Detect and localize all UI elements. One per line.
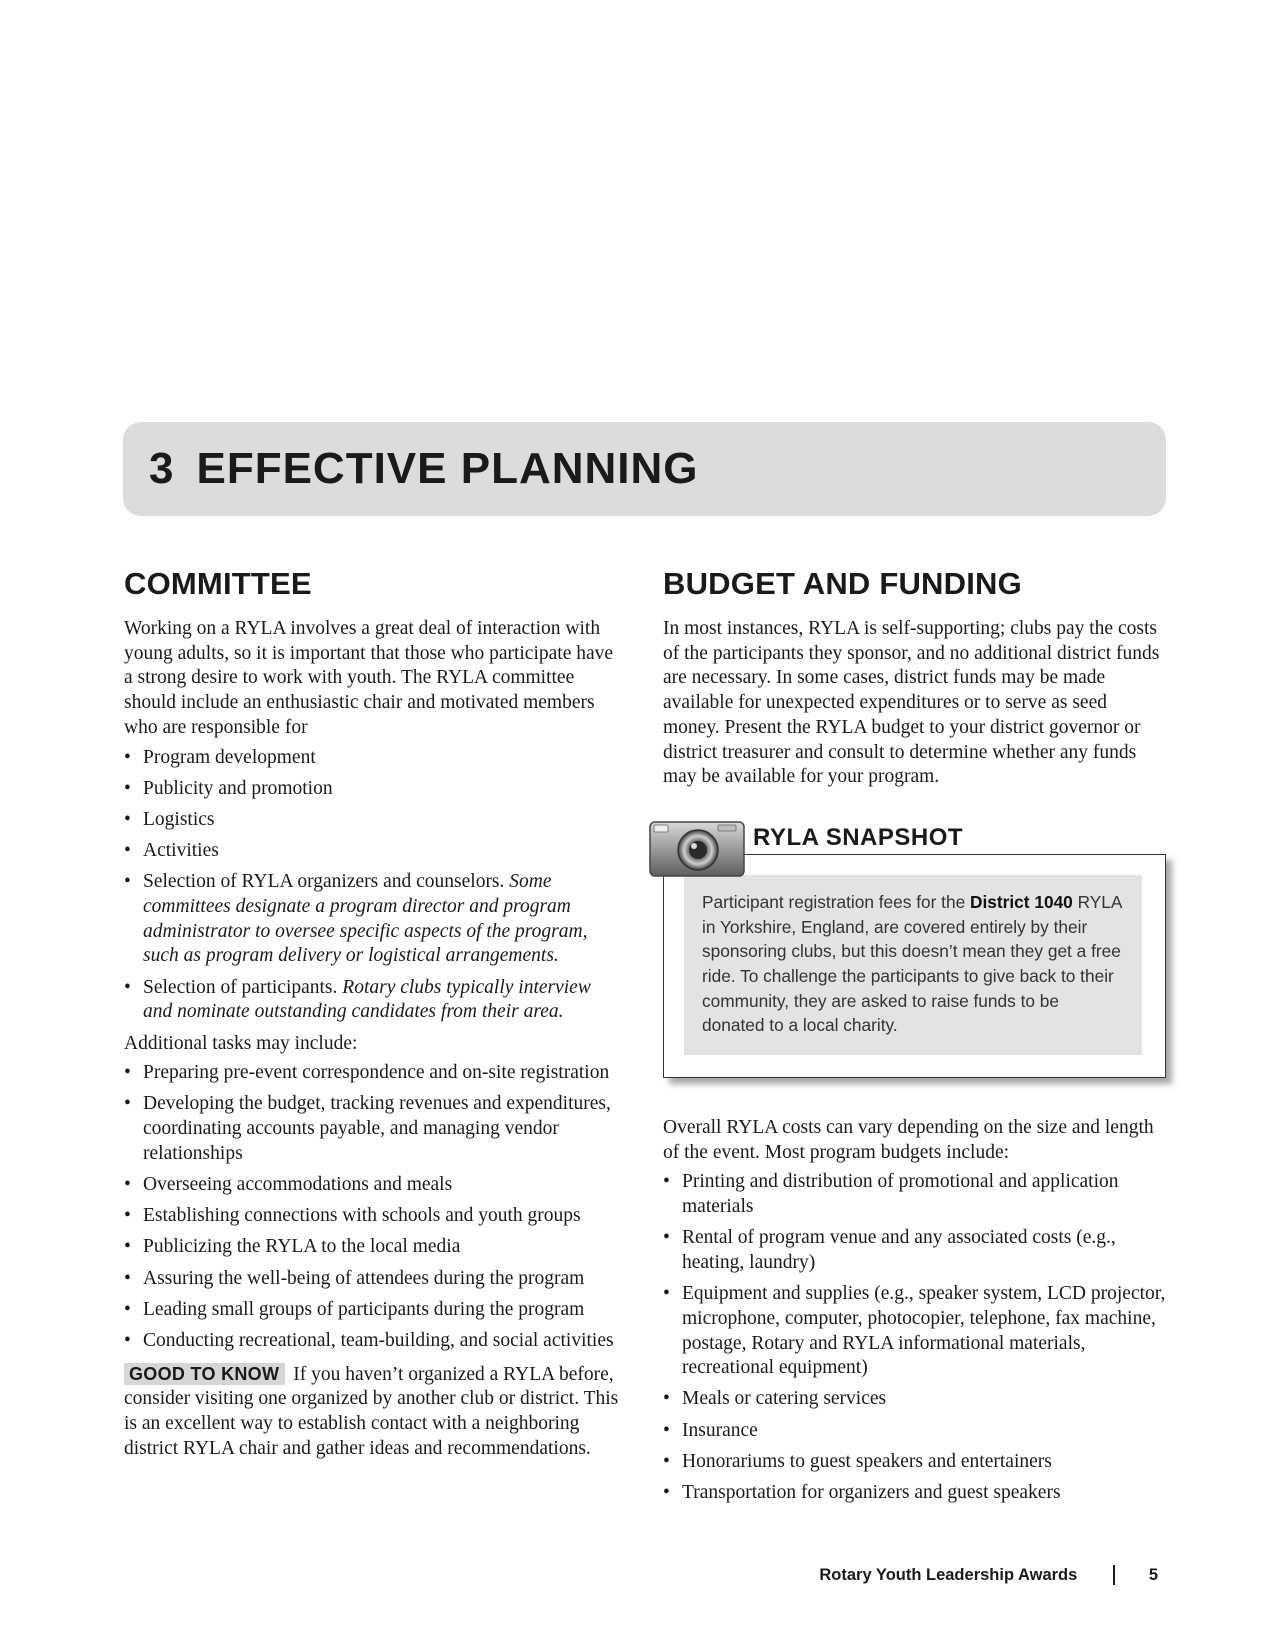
additional-intro: Additional tasks may include: — [124, 1032, 358, 1054]
good-to-know — [124, 1362, 624, 1462]
costs-list — [663, 1170, 1168, 1505]
snapshot-title: RYLA SNAPSHOT — [753, 823, 964, 851]
list-item-text: Publicity and promotion — [143, 777, 333, 799]
budget-heading: BUDGET AND FUNDING — [663, 566, 1022, 601]
list-item: • Leading small groups of participants during the program — [124, 1298, 624, 1323]
list-item-text: Program development — [143, 746, 316, 768]
list-item: • Transportation for organizers and guest speakers — [663, 1481, 1168, 1506]
list-item-text: Logistics — [143, 808, 215, 830]
good-to-know-label: GOOD TO KNOW — [124, 1363, 285, 1385]
list-item — [124, 870, 624, 969]
list-item: • Overseeing accommodations and meals — [124, 1173, 624, 1198]
list-item: • Equipment and supplies (e.g., speaker system, LCD projector, microphone, computer, photocopier, telephone, fax machine, postage, Rotary and RYLA informational materials, recreational equipment) — [663, 1282, 1168, 1381]
list-item: • Preparing pre-event correspondence and on-site registration — [124, 1061, 624, 1086]
list-item — [124, 808, 624, 833]
budget-section — [663, 566, 1168, 1512]
committee-intro: Working on a RYLA involves a great deal of interaction with young adults, so it is important that those who participate have a strong desire to work with youth. The RYLA committee should include an enthusiastic chair and motivated members who are responsible for — [124, 618, 614, 738]
page-number: 5 — [1148, 1565, 1158, 1584]
good-to-know-text: If you haven’t organized a RYLA before, consider visiting one organized by another club or district. This is an excellent way to establish contact with a neighboring district RYLA chair and gather ideas and recommendations. — [124, 1363, 619, 1459]
list-item-note: Rotary clubs typically interview and nominate outstanding candidates from their area. — [143, 976, 591, 1023]
costs-intro: Overall RYLA costs can vary depending on the size and length of the event. Most program budgets include: — [663, 1116, 1154, 1163]
list-item: • Publicizing the RYLA to the local media — [124, 1235, 624, 1260]
ryla-snapshot-box — [663, 820, 1168, 1098]
snapshot-text: RYLA in Yorkshire, England, are covered entirely by their sponsoring clubs, but this doesn’t mean they get a free ride. To challenge the participants to give back to their community, they are asked to raise funds to be donated to a local charity. — [702, 891, 1122, 1036]
list-item: • Establishing connections with schools and youth groups — [124, 1204, 624, 1229]
chapter-title: EFFECTIVE PLANNING — [196, 444, 699, 493]
responsibilities-list — [124, 746, 624, 1026]
chapter-banner — [123, 422, 1166, 516]
snapshot-bold-text: District 1040 — [970, 891, 1073, 912]
list-item — [124, 777, 624, 802]
list-item — [124, 976, 624, 1025]
footer-title: Rotary Youth Leadership Awards — [819, 1565, 1078, 1584]
snapshot-text: Participant registration fees for the — [702, 891, 970, 912]
list-item: • Rental of program venue and any associated costs (e.g., heating, laundry) — [663, 1226, 1168, 1275]
list-item: • Printing and distribution of promotional and application materials — [663, 1170, 1168, 1219]
list-item-text: Selection of RYLA organizers and counselors. — [143, 871, 505, 893]
snapshot-frame — [663, 854, 1166, 1078]
list-item-note: Some committees designate a program director and program administrator to oversee specific aspects of the program, such as program delivery or logistical arrangements. — [143, 871, 588, 967]
list-item: • Assuring the well-being of attendees during the program — [124, 1267, 624, 1292]
committee-heading: COMMITTEE — [124, 566, 312, 601]
page-footer — [819, 1565, 1158, 1585]
list-item: • Developing the budget, tracking revenues and expenditures, coordinating accounts payable, and managing vendor relationships — [124, 1092, 624, 1166]
footer-divider — [1113, 1565, 1115, 1585]
list-item — [124, 839, 624, 864]
list-item-text: Activities — [143, 840, 219, 862]
committee-section — [124, 566, 624, 1462]
chapter-number: 3 — [149, 444, 175, 493]
camera-icon — [648, 820, 746, 878]
additional-tasks-list — [124, 1061, 624, 1354]
list-item: • Honorariums to guest speakers and entertainers — [663, 1450, 1168, 1475]
list-item — [124, 746, 624, 771]
list-item: • Meals or catering services — [663, 1387, 1168, 1412]
list-item-text: Selection of participants. — [143, 976, 338, 998]
snapshot-body — [684, 875, 1142, 1055]
list-item: • Conducting recreational, team-building, and social activities — [124, 1329, 624, 1354]
list-item: • Insurance — [663, 1419, 1168, 1444]
budget-intro: In most instances, RYLA is self-supporting; clubs pay the costs of the participants they sponsor, and no additional district funds are necessary. In some cases, district funds may be made available for unexpected expenditures or to serve as seed money. Present the RYLA budget to your district governor or district treasurer and consult to determine whether any funds may be available for your program. — [663, 618, 1160, 788]
